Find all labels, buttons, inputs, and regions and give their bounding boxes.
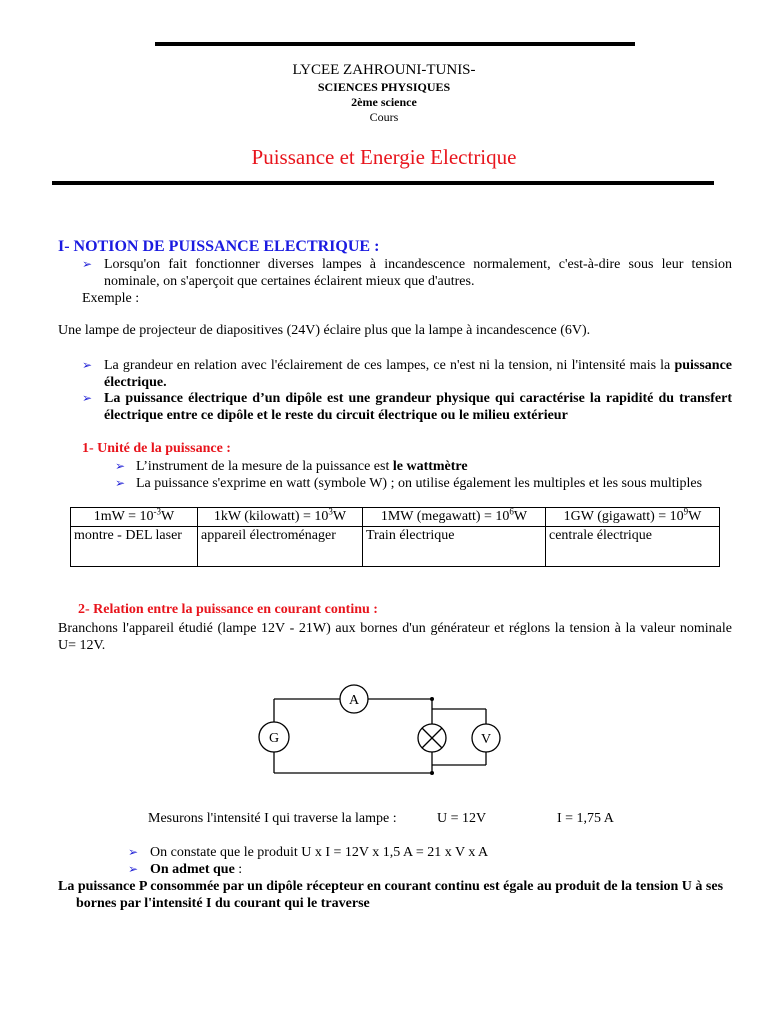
table-row [71, 508, 720, 527]
table-row [71, 527, 720, 567]
bullet-admet-bold: On admet que [150, 862, 235, 877]
units-table [70, 507, 720, 567]
subject: SCIENCES PHYSIQUES [317, 80, 451, 94]
sub1-bullet1-bold: le wattmètre [392, 459, 468, 474]
level: 2ème science [351, 95, 417, 109]
school-name: LYCEE ZAHROUNI-TUNIS- [292, 62, 476, 78]
bullet-admet-rest: : [234, 862, 243, 877]
arrow-bullet-icon: ➢ [82, 257, 93, 271]
generator-label: G [268, 731, 280, 746]
bullet-constate: On constate que le produit U x I = 12V x 1,5 A = 21 x V x A [150, 845, 489, 860]
i-value: I = 1,75 A [557, 811, 614, 826]
bullet2-text: La grandeur en relation avec l'éclairement de ces lampes, ce n'est ni la tension, ni l'intensité mais la [104, 358, 671, 373]
table-cell: 1kW (kilowatt) = $10^3W$ [198, 508, 363, 527]
table-cell: 1GW (gigawatt) = $10^9W$ [546, 508, 720, 527]
doc-type: Cours [369, 110, 399, 124]
u-value: U = 12V [437, 811, 487, 826]
arrow-bullet-icon: ➢ [82, 391, 93, 405]
section1-bullet1: Lorsqu'on fait fonctionner diverses lampes à incandescence normalement, c'est-à-dire sous leur tension nominale, on s'aperçoit que certaines éclairent mieux que d'autres. [104, 257, 732, 289]
sub1-heading: 1- Unité de la puissance : [82, 441, 231, 456]
conclusion: La puissance P consommée par un dipôle récepteur en courant continu est égale au produit de la tension U à ses bornes par l'intensité I du courant qui le traverse [58, 879, 724, 911]
voltmeter-label: V [480, 732, 492, 747]
bullet2-bold: puissance électrique. [104, 358, 733, 390]
title-rule [52, 181, 714, 185]
section1-bullet2 [104, 357, 732, 391]
table-cell: $1mW = 10^{-3}W$ [71, 508, 198, 527]
exemple-label: Exemple : [82, 291, 140, 306]
section1-heading: I- NOTION DE PUISSANCE ELECTRIQUE : [58, 238, 380, 255]
section1-bullet3: La puissance électrique d’un dipôle est une grandeur physique qui caractérise la rapidité du transfert électrique entre ce dipôle et le reste du circuit électrique ou le milieu extérieur [104, 391, 732, 423]
sub2-heading: 2- Relation entre la puissance en courant continu : [78, 602, 378, 617]
bullet-admet [150, 861, 242, 878]
circuit-diagram [250, 682, 510, 782]
measure-label: Mesurons l'intensité I qui traverse la lampe : [148, 811, 397, 826]
sub2-intro: Branchons l'appareil étudié (lampe 12V - 21W) aux bornes d'un générateur et réglons la tension à la valeur nominale U= 12V. [58, 621, 732, 653]
table-cell: appareil électroménager [198, 527, 363, 567]
page-title: Puissance et Energie Electrique [251, 145, 517, 169]
table-cell: montre - DEL laser [71, 527, 198, 567]
ammeter-label: A [348, 693, 360, 708]
exemple-text: Une lampe de projecteur de diapositives (24V) éclaire plus que la lampe à incandescence (6V). [58, 323, 591, 338]
arrow-bullet-icon: ➢ [128, 845, 139, 859]
sub1-bullet1 [136, 458, 468, 475]
sub1-bullet2: La puissance s'exprime en watt (symbole W) ; on utilise également les multiples et les sous multiples [136, 476, 703, 491]
arrow-bullet-icon: ➢ [128, 862, 139, 876]
sub1-bullet1-text: L’instrument de la mesure de la puissance est [136, 459, 390, 474]
table-cell: Train électrique [363, 527, 546, 567]
top-rule [155, 42, 635, 46]
arrow-bullet-icon: ➢ [115, 476, 126, 490]
table-cell: centrale électrique [546, 527, 720, 567]
arrow-bullet-icon: ➢ [82, 358, 93, 372]
table-cell: 1MW (megawatt) = $10^6W$ [363, 508, 546, 527]
arrow-bullet-icon: ➢ [115, 459, 126, 473]
